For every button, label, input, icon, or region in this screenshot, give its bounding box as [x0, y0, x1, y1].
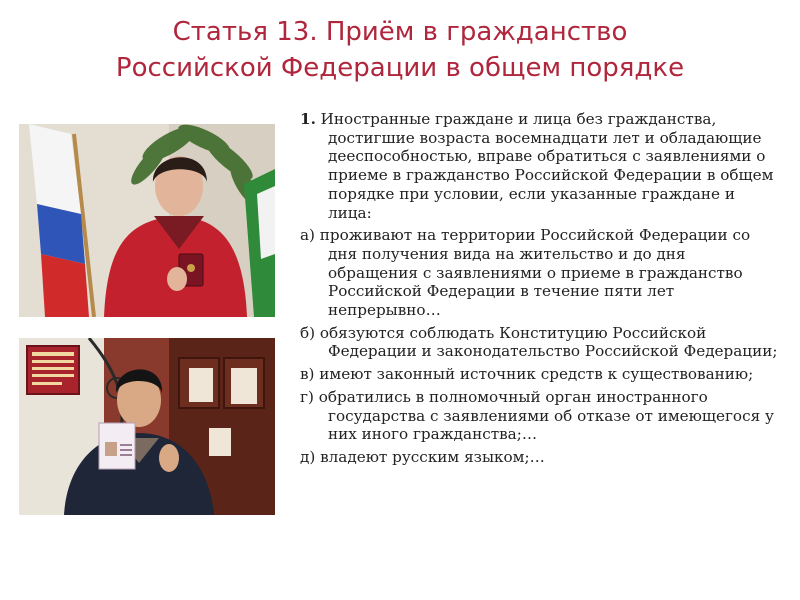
- photo-man-illustration: [19, 338, 275, 515]
- slide-title: [40, 14, 760, 86]
- paragraph-d: д) владеют русским языком;…: [300, 447, 545, 466]
- paragraph-a: а) проживают на территории Российской Федерации со дня получения вида на жительство и до дня обращения с заявлениями о приеме в гражданство Российской Федерации в течение пяти лет непрерывно…: [300, 226, 751, 320]
- paragraph-text: Иностранные граждане и лица без гражданства, достигшие возраста восемнадцати лет и обладающие дееспособностью, вправе обратиться с заявлениями о приеме в гражданство Российской Федерации в общем порядке при условии, если указанные граждане и лица:: [315, 110, 774, 222]
- paragraph-b: б) обязуются соблюдать Конституцию Российской Федерации и законодательство Российской Федерации;: [300, 323, 778, 361]
- paragraph-g: г) обратились в полномочный орган иностранного государства с заявлениями об отказе от имеющегося у них иного гражданства;…: [300, 387, 774, 444]
- slide-title-line-1: Статья 13. Приём в гражданство: [172, 17, 628, 47]
- photo-woman-with-passport: [19, 124, 275, 317]
- article-text: [300, 110, 780, 471]
- photo-woman-illustration: [19, 124, 275, 317]
- photo-man-with-passport: [19, 338, 275, 515]
- paragraph-1: [300, 110, 780, 222]
- paragraph-number: 1.: [300, 110, 316, 128]
- paragraph-v: в) имеют законный источник средств к существованию;: [300, 365, 754, 384]
- slide-title-line-2: Российской Федерации в общем порядке: [115, 53, 685, 83]
